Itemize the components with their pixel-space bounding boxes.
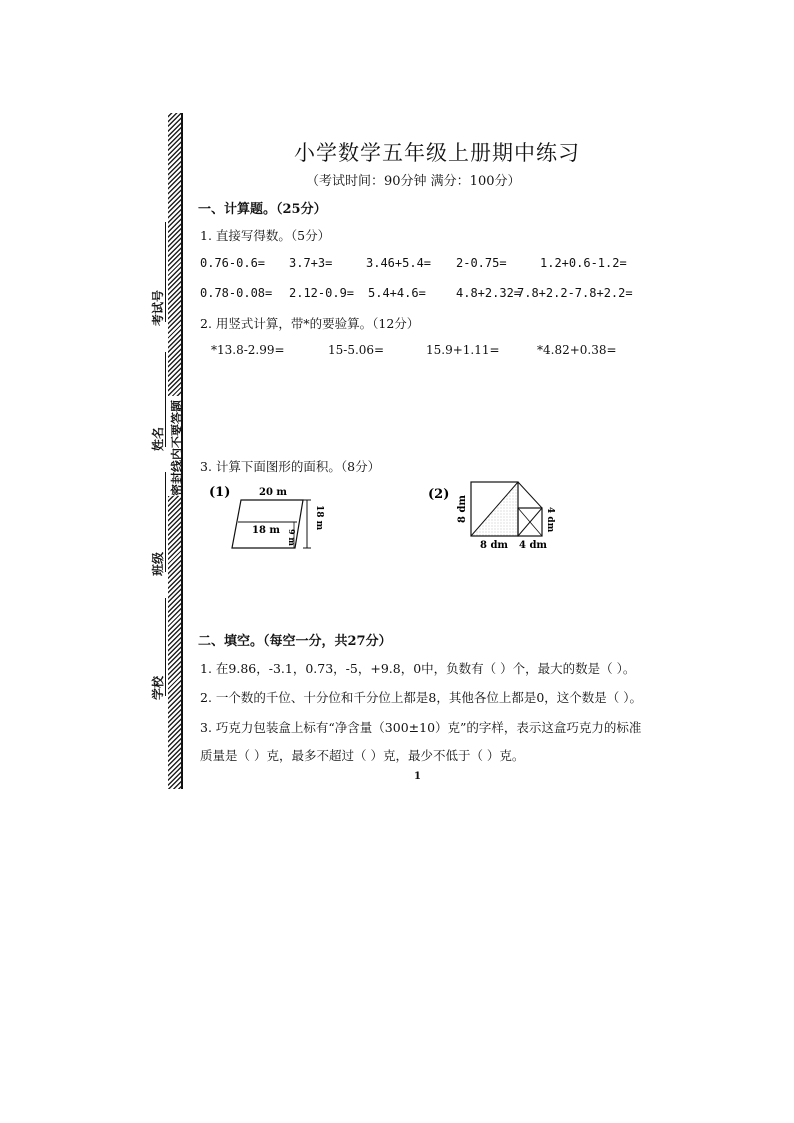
fig1-number: (1) bbox=[209, 485, 231, 500]
q2-item-2: 15-5.06= bbox=[328, 343, 385, 357]
fig2-number: (2) bbox=[428, 487, 450, 502]
fig2-bottom2-label: 4 dm bbox=[519, 540, 548, 551]
fig1-inner-label: 18 m bbox=[252, 525, 280, 536]
fig2-left-label: 8 dm bbox=[457, 494, 468, 523]
q1-r2-3: 5.4+4.6= bbox=[368, 286, 426, 300]
q1-r2-1: 0.78-0.08= bbox=[200, 286, 273, 300]
exam-title: 小学数学五年级上册期中练习 bbox=[294, 141, 580, 165]
section-1-heading: 一、计算题。（25分） bbox=[198, 202, 327, 217]
page-number: 1 bbox=[414, 771, 421, 782]
q1-r2-2: 2.12-0.9= bbox=[289, 286, 355, 300]
q1-r1-4: 2-0.75= bbox=[456, 256, 507, 270]
binding-notice: 密封线内不要答题 bbox=[170, 399, 184, 496]
q2-item-4: *4.82+0.38= bbox=[537, 343, 617, 357]
class-label: 班级 bbox=[151, 551, 165, 576]
figure-1-parallelogram bbox=[205, 483, 335, 555]
fill-item-3-cont: 质量是（ ）克，最多不超过（ ）克，最少不低于（ ）克。 bbox=[200, 748, 525, 763]
q3-label: 3. 计算下面图形的面积。（8分） bbox=[200, 459, 381, 474]
section-2-heading: 二、填空。（每空一分，共27分） bbox=[198, 634, 392, 649]
name-label: 姓名 bbox=[151, 426, 165, 451]
q1-label: 1. 直接写得数。（5分） bbox=[200, 228, 331, 243]
q2-item-3: 15.9+1.11= bbox=[426, 343, 500, 357]
fill-item-3: 3. 巧克力包装盒上标有“净含量（300±10）克”的字样，表示这盒巧克力的标准 bbox=[200, 720, 642, 735]
fill-item-2: 2. 一个数的千位、十分位和千分位上都是8，其他各位上都是0，这个数是（ ）。 bbox=[200, 690, 643, 705]
fig1-top-label: 20 m bbox=[259, 487, 287, 498]
exam-no-label: 考试号 bbox=[151, 289, 165, 326]
q1-r1-2: 3.7+3= bbox=[289, 256, 333, 270]
q1-r2-5: 7.8+2.2-7.8+2.2= bbox=[517, 286, 633, 300]
q2-label: 2. 用竖式计算，带*的要验算。（12分） bbox=[200, 316, 420, 331]
fig2-bottom1-label: 8 dm bbox=[480, 540, 509, 551]
q1-r1-1: 0.76-0.6= bbox=[200, 256, 266, 270]
q1-r1-3: 3.46+5.4= bbox=[366, 256, 432, 270]
fig1-small-label: 9 m bbox=[287, 529, 297, 546]
figure-2-composite bbox=[425, 480, 565, 552]
exam-subtitle: （考试时间：90分钟 满分：100分） bbox=[306, 174, 521, 189]
fig2-right-label: 4 dm bbox=[545, 507, 555, 533]
q2-item-1: *13.8-2.99= bbox=[211, 343, 285, 357]
q1-r2-4: 4.8+2.32= bbox=[456, 286, 522, 300]
fill-item-1: 1. 在9.86，-3.1，0.73，-5，+9.8，0中，负数有（ ）个，最大的数是（ ）。 bbox=[200, 661, 636, 676]
fig1-right-label: 18 m bbox=[314, 505, 324, 531]
school-label: 学校 bbox=[151, 675, 165, 700]
q1-r1-5: 1.2+0.6-1.2= bbox=[540, 256, 627, 270]
